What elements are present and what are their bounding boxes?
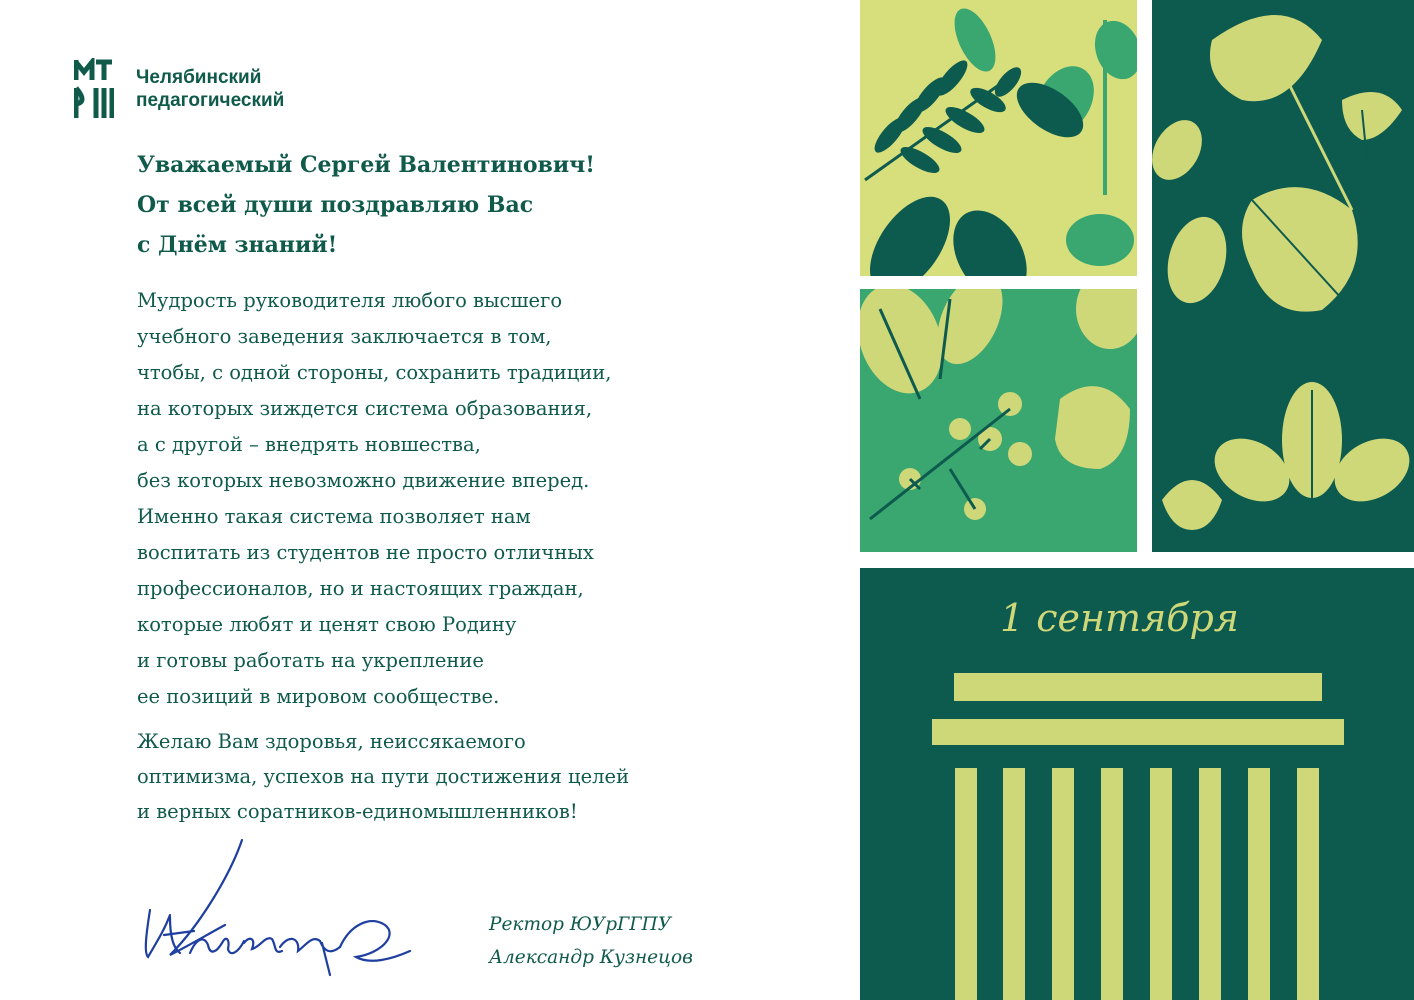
body-line: на которых зиждется система образования, bbox=[137, 397, 593, 420]
colonnade-beam bbox=[932, 719, 1344, 745]
wish-line: оптимизма, успехов на пути достижения целей bbox=[137, 765, 630, 788]
art-panel-right bbox=[1152, 0, 1414, 552]
colonnade-column bbox=[1003, 768, 1025, 1000]
greeting-line: От всей души поздравляю Вас bbox=[137, 192, 534, 218]
body-line: профессионалов, но и настоящих граждан, bbox=[137, 577, 584, 600]
body-line: и готовы работать на укрепление bbox=[137, 649, 484, 672]
signer-title: Ректор ЮУрГГПУ bbox=[489, 914, 672, 935]
wish-line: и верных соратников-единомышленников! bbox=[137, 800, 578, 823]
greeting-line: Уважаемый Сергей Валентинович! bbox=[137, 152, 595, 178]
colonnade-column bbox=[955, 768, 977, 1000]
art-panel-middle-left bbox=[860, 289, 1137, 552]
colonnade-cornice bbox=[954, 673, 1322, 701]
university-name-line1: Челябинский bbox=[136, 67, 262, 88]
leaves-illustration-icon bbox=[1152, 0, 1414, 552]
handwritten-signature bbox=[130, 835, 420, 995]
date-label: 1 сентября bbox=[1000, 596, 1239, 640]
body-line: которые любят и ценят свою Родину bbox=[137, 613, 517, 636]
colonnade-column bbox=[1297, 768, 1319, 1000]
body-line: воспитать из студентов не просто отличных bbox=[137, 541, 594, 564]
body-line: а с другой – внедрять новшества, bbox=[137, 433, 481, 456]
wish-line: Желаю Вам здоровья, неиссякаемого bbox=[137, 730, 526, 753]
colonnade-column bbox=[1052, 768, 1074, 1000]
colonnade-column bbox=[1248, 768, 1270, 1000]
signature-block bbox=[489, 908, 693, 974]
university-name bbox=[136, 66, 284, 112]
art-panel-top-left bbox=[860, 0, 1137, 276]
body-line: Именно такая система позволяет нам bbox=[137, 505, 531, 528]
colonnade-column bbox=[1101, 768, 1123, 1000]
signer-name: Александр Кузнецов bbox=[489, 947, 693, 968]
body-line: Мудрость руководителя любого высшего bbox=[137, 289, 563, 312]
letter-body bbox=[137, 283, 611, 715]
body-line: ее позиций в мировом сообществе. bbox=[137, 685, 500, 708]
colonnade-column bbox=[1150, 768, 1172, 1000]
body-line: чтобы, с одной стороны, сохранить традиции, bbox=[137, 361, 612, 384]
wish-paragraph bbox=[137, 724, 629, 829]
body-line: без которых невозможно движение вперед. bbox=[137, 469, 590, 492]
greeting bbox=[137, 145, 595, 265]
greeting-line: с Днём знаний! bbox=[137, 232, 338, 258]
leaves-illustration-icon bbox=[860, 0, 1137, 276]
university-logo-icon bbox=[74, 58, 114, 120]
body-line: учебного заведения заключается в том, bbox=[137, 325, 552, 348]
leaves-illustration-icon bbox=[860, 289, 1137, 552]
colonnade-column bbox=[1199, 768, 1221, 1000]
university-name-line2: педагогический bbox=[136, 90, 285, 111]
